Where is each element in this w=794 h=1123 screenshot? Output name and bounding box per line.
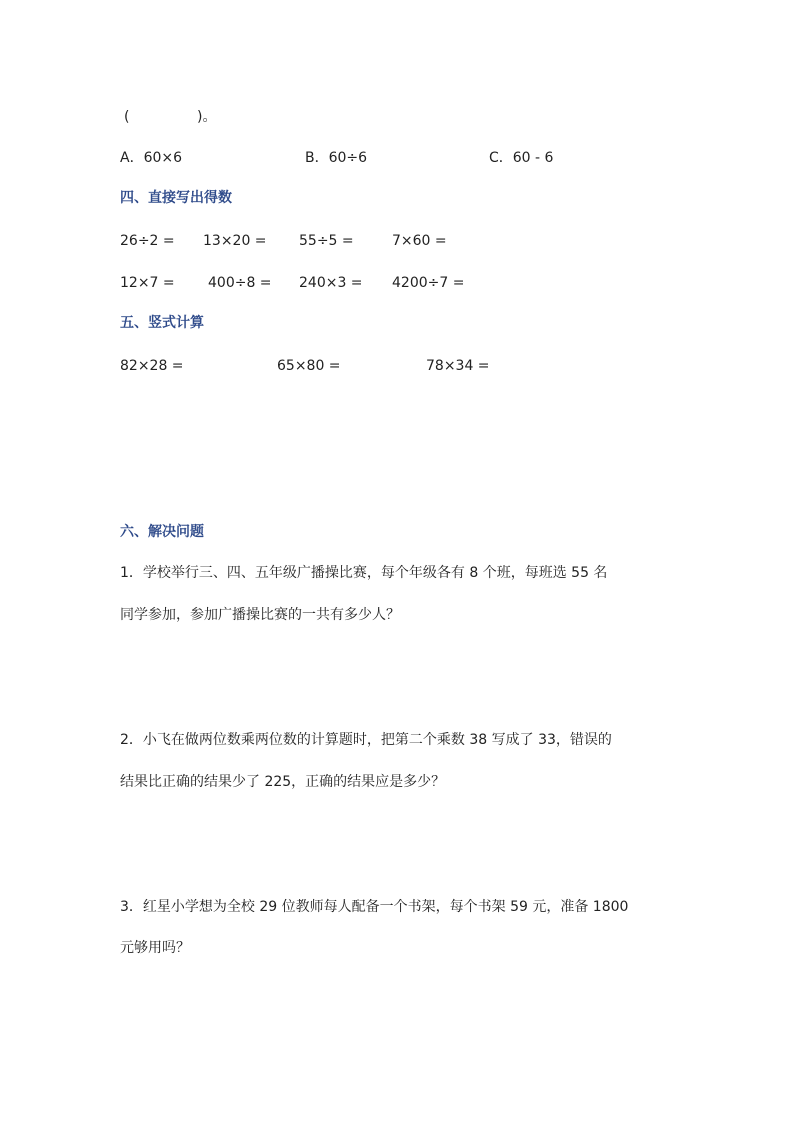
calc-item: 7×60 = <box>392 233 447 249</box>
blank-paren-close: )。 <box>197 109 217 125</box>
calc-item: 400÷8 = <box>208 275 272 291</box>
problem3-line2: 元够用吗？ <box>120 940 190 956</box>
blank-paren-open: ( <box>124 109 130 125</box>
problem2-line2: 结果比正确的结果少了 225，正确的结果应是多少？ <box>120 774 446 790</box>
section6-title: 六、解决问题 <box>120 524 204 540</box>
option-a: A．60×6 <box>120 150 183 166</box>
calc-item: 4200÷7 = <box>392 275 465 291</box>
calc-item: 26÷2 = <box>120 233 175 249</box>
problem1-line2: 同学参加，参加广播操比赛的一共有多少人？ <box>120 607 400 623</box>
calc-item: 240×3 = <box>299 275 363 291</box>
section4-title: 四、直接写出得数 <box>120 190 232 206</box>
calc-item: 13×20 = <box>203 233 267 249</box>
problem2-line1: 2．小飞在做两位数乘两位数的计算题时，把第二个乘数 38 写成了 33，错误的 <box>120 732 612 748</box>
vertical-calc-item: 82×28 = <box>120 358 184 374</box>
section5-title: 五、竖式计算 <box>120 315 204 331</box>
option-b: B．60÷6 <box>305 150 368 166</box>
vertical-calc-item: 78×34 = <box>426 358 490 374</box>
calc-item: 12×7 = <box>120 275 175 291</box>
problem1-line1: 1．学校举行三、四、五年级广播操比赛，每个年级各有 8 个班，每班选 55 名 <box>120 565 608 581</box>
calc-item: 55÷5 = <box>299 233 354 249</box>
option-c: C．60 - 6 <box>489 150 554 166</box>
problem3-line1: 3．红星小学想为全校 29 位教师每人配备一个书架，每个书架 59 元，准备 1800 <box>120 899 629 915</box>
vertical-calc-item: 65×80 = <box>277 358 341 374</box>
